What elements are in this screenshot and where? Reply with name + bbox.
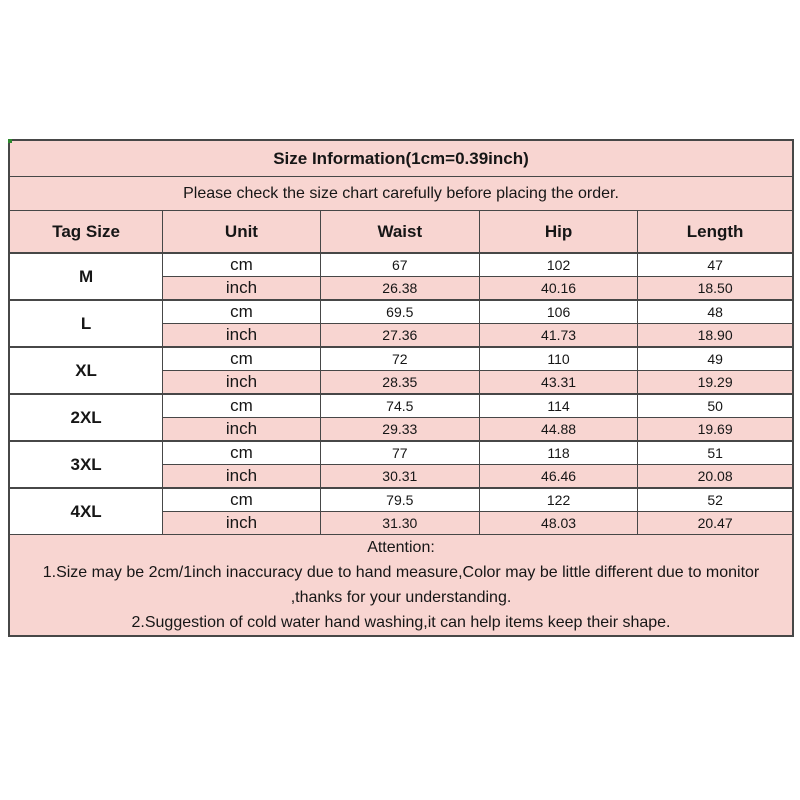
measurement-value: 114	[479, 394, 637, 418]
size-row-cm	[9, 253, 793, 277]
measurement-value: 20.47	[638, 512, 793, 535]
measurement-value: 40.16	[479, 277, 637, 301]
unit-label-inch: inch	[163, 465, 321, 489]
unit-label-inch: inch	[163, 418, 321, 442]
size-label: 4XL	[9, 488, 163, 535]
attention-row	[9, 535, 793, 637]
measurement-value: 18.50	[638, 277, 793, 301]
col-header-waist: Waist	[320, 211, 479, 254]
measurement-value: 19.29	[638, 371, 793, 395]
measurement-value: 102	[479, 253, 637, 277]
measurement-value: 47	[638, 253, 793, 277]
unit-label-cm: cm	[163, 300, 321, 324]
unit-label-inch: inch	[163, 512, 321, 535]
attention-line-2: ,thanks for your understanding.	[290, 589, 512, 606]
size-label: XL	[9, 347, 163, 394]
measurement-value: 30.31	[320, 465, 479, 489]
measurement-value: 48.03	[479, 512, 637, 535]
size-row-cm	[9, 347, 793, 371]
measurement-value: 19.69	[638, 418, 793, 442]
measurement-value: 20.08	[638, 465, 793, 489]
unit-label-inch: inch	[163, 324, 321, 348]
unit-label-cm: cm	[163, 441, 321, 465]
green-corner-artifact	[8, 139, 12, 143]
column-header-row	[9, 211, 793, 254]
col-header-tag-size: Tag Size	[9, 211, 163, 254]
col-header-unit: Unit	[163, 211, 321, 254]
size-row-cm	[9, 441, 793, 465]
measurement-value: 48	[638, 300, 793, 324]
measurement-value: 51	[638, 441, 793, 465]
subtitle-row	[9, 177, 793, 211]
unit-label-cm: cm	[163, 253, 321, 277]
measurement-value: 122	[479, 488, 637, 512]
attention-line-1: 1.Size may be 2cm/1inch inaccuracy due to hand measure,Color may be little different due to monitor	[42, 564, 760, 581]
measurement-value: 44.88	[479, 418, 637, 442]
size-row-cm	[9, 394, 793, 418]
measurement-value: 69.5	[320, 300, 479, 324]
measurement-value: 72	[320, 347, 479, 371]
unit-label-inch: inch	[163, 277, 321, 301]
size-row-cm	[9, 488, 793, 512]
table-title: Size Information(1cm=0.39inch)	[9, 140, 793, 177]
measurement-value: 18.90	[638, 324, 793, 348]
unit-label-cm: cm	[163, 394, 321, 418]
measurement-value: 77	[320, 441, 479, 465]
size-row-cm	[9, 300, 793, 324]
table-subtitle: Please check the size chart carefully before placing the order.	[9, 177, 793, 211]
measurement-value: 118	[479, 441, 637, 465]
attention-heading: Attention:	[367, 539, 435, 556]
measurement-value: 43.31	[479, 371, 637, 395]
measurement-value: 46.46	[479, 465, 637, 489]
measurement-value: 50	[638, 394, 793, 418]
title-row	[9, 140, 793, 177]
unit-label-inch: inch	[163, 371, 321, 395]
col-header-length: Length	[638, 211, 793, 254]
measurement-value: 67	[320, 253, 479, 277]
col-header-hip: Hip	[479, 211, 637, 254]
size-chart-table	[8, 139, 794, 637]
unit-label-cm: cm	[163, 347, 321, 371]
measurement-value: 27.36	[320, 324, 479, 348]
measurement-value: 79.5	[320, 488, 479, 512]
measurement-value: 49	[638, 347, 793, 371]
attention-line-3: 2.Suggestion of cold water hand washing,it can help items keep their shape.	[131, 614, 671, 631]
measurement-value: 26.38	[320, 277, 479, 301]
size-label: 2XL	[9, 394, 163, 441]
measurement-value: 41.73	[479, 324, 637, 348]
size-label: M	[9, 253, 163, 300]
measurement-value: 29.33	[320, 418, 479, 442]
size-label: L	[9, 300, 163, 347]
size-table-container	[8, 139, 794, 637]
measurement-value: 74.5	[320, 394, 479, 418]
attention-note	[9, 535, 793, 637]
measurement-value: 52	[638, 488, 793, 512]
measurement-value: 110	[479, 347, 637, 371]
size-label: 3XL	[9, 441, 163, 488]
measurement-value: 31.30	[320, 512, 479, 535]
measurement-value: 28.35	[320, 371, 479, 395]
measurement-value: 106	[479, 300, 637, 324]
unit-label-cm: cm	[163, 488, 321, 512]
size-rows-body	[9, 253, 793, 535]
